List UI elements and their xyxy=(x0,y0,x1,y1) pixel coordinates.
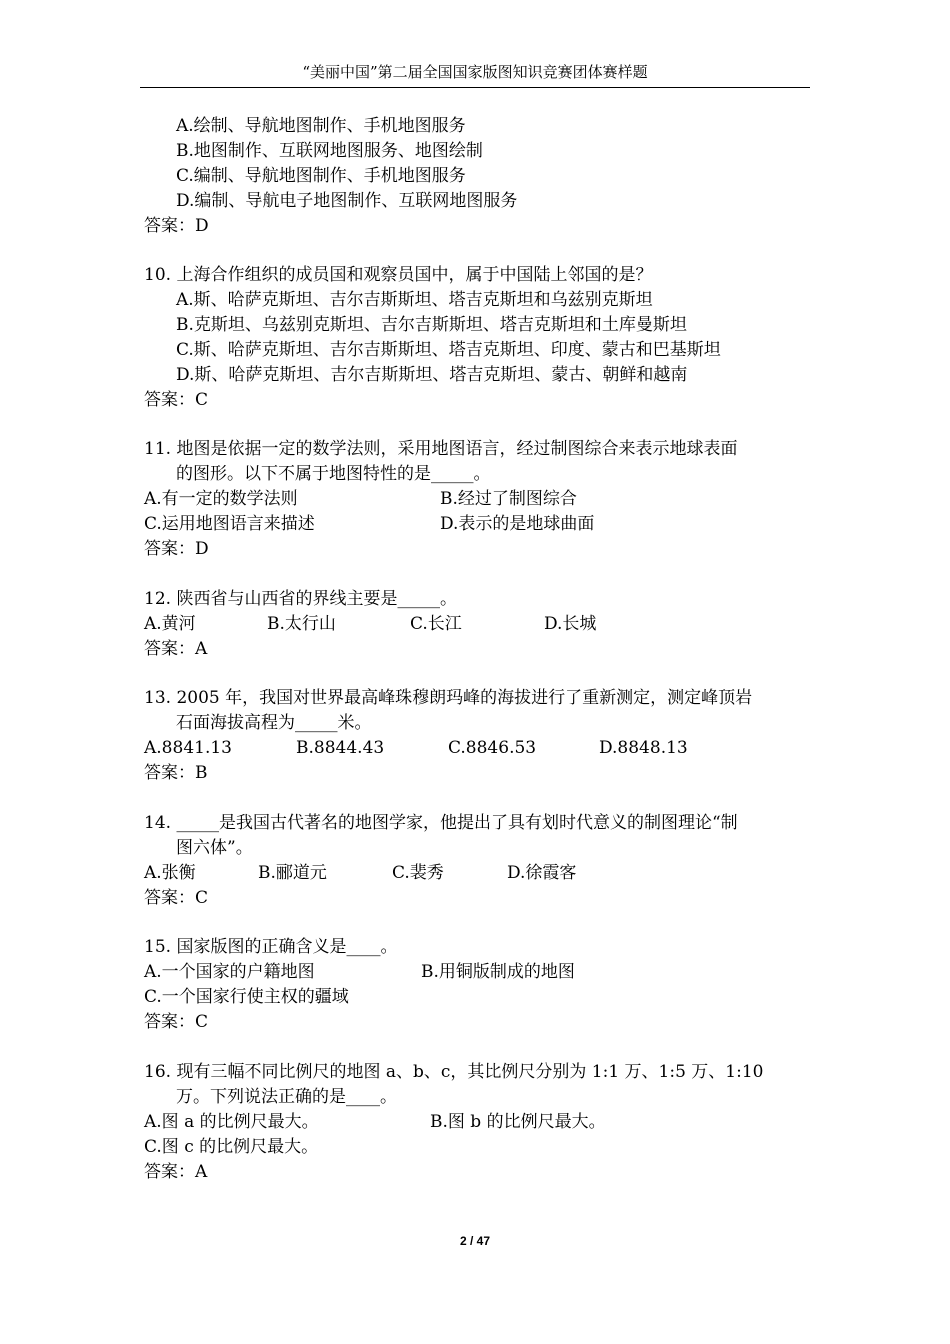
q11-option-d: D.表示的是地球曲面 xyxy=(440,514,595,534)
q16-question-cont: 万。下列说法正确的是____。 xyxy=(176,1087,397,1107)
page-number: 2 / 47 xyxy=(459,1234,491,1248)
q14-option-d: D.徐霞客 xyxy=(507,863,577,883)
q10-option-c: C.斯、哈萨克斯坦、吉尔吉斯斯坦、塔吉克斯坦、印度、蒙古和巴基斯坦 xyxy=(176,340,721,360)
q11-question-cont: 的图形。以下不属于地图特性的是_____。 xyxy=(176,464,491,484)
q11-answer: 答案：D xyxy=(144,539,209,559)
q15-answer: 答案：C xyxy=(144,1012,209,1032)
q13-question-cont: 石面海拔高程为_____米。 xyxy=(176,713,372,733)
q15-option-a: A.一个国家的户籍地图 xyxy=(144,962,315,982)
q13-option-c: C.8846.53 xyxy=(448,738,537,758)
q9-option-a: A.绘制、导航地图制作、手机地图服务 xyxy=(176,116,466,136)
q12-option-a: A.黄河 xyxy=(144,614,196,634)
q10-option-d: D.斯、哈萨克斯坦、吉尔吉斯斯坦、塔吉克斯坦、蒙古、朝鲜和越南 xyxy=(176,365,688,385)
q13-question: 13. 2005 年，我国对世界最高峰珠穆朗玛峰的海拔进行了重新测定，测定峰顶岩 xyxy=(144,688,753,708)
q14-question-cont: 图六体”。 xyxy=(176,838,253,858)
q12-question: 12. 陕西省与山西省的界线主要是_____。 xyxy=(144,589,457,609)
q13-option-b: B.8844.43 xyxy=(296,738,385,758)
q9-option-b: B.地图制作、互联网地图服务、地图绘制 xyxy=(176,141,483,161)
q13-option-a: A.8841.13 xyxy=(144,738,232,758)
q12-option-c: C.长江 xyxy=(410,614,462,634)
q12-option-b: B.太行山 xyxy=(267,614,336,634)
q11-question: 11. 地图是依据一定的数学法则，采用地图语言，经过制图综合来表示地球表面 xyxy=(144,439,738,459)
q13-answer: 答案：B xyxy=(144,763,208,783)
page-header-title: “美丽中国”第二届全国国家版图知识竞赛团体赛样题 xyxy=(302,63,648,81)
q11-option-a: A.有一定的数学法则 xyxy=(144,489,298,509)
q9-answer: 答案：D xyxy=(144,216,209,236)
q9-option-c: C.编制、导航地图制作、手机地图服务 xyxy=(176,166,466,186)
q14-option-c: C.裴秀 xyxy=(392,863,444,883)
q15-option-c: C.一个国家行使主权的疆域 xyxy=(144,987,349,1007)
q10-answer: 答案：C xyxy=(144,390,209,410)
q11-option-c: C.运用地图语言来描述 xyxy=(144,514,315,534)
q14-option-b: B.郦道元 xyxy=(258,863,327,883)
q15-option-b: B.用铜版制成的地图 xyxy=(421,962,575,982)
q12-answer: 答案：A xyxy=(144,639,208,659)
q14-answer: 答案：C xyxy=(144,888,209,908)
q12-option-d: D.长城 xyxy=(544,614,597,634)
q9-option-d: D.编制、导航电子地图制作、互联网地图服务 xyxy=(176,191,518,211)
q14-question: 14. _____是我国古代著名的地图学家，他提出了具有划时代意义的制图理论“制 xyxy=(144,813,738,833)
q15-question: 15. 国家版图的正确含义是____。 xyxy=(144,937,398,957)
header-divider xyxy=(140,87,810,88)
q10-option-a: A.斯、哈萨克斯坦、吉尔吉斯斯坦、塔吉克斯坦和乌兹别克斯坦 xyxy=(176,290,653,310)
q16-option-c: C.图 c 的比例尺最大。 xyxy=(144,1137,319,1157)
q14-option-a: A.张衡 xyxy=(144,863,196,883)
q10-option-b: B.克斯坦、乌兹别克斯坦、吉尔吉斯斯坦、塔吉克斯坦和土库曼斯坦 xyxy=(176,315,687,335)
q16-option-b: B.图 b 的比例尺最大。 xyxy=(430,1112,606,1132)
q16-question: 16. 现有三幅不同比例尺的地图 a、b、c，其比例尺分别为 1:1 万、1:5 万、1:10 xyxy=(144,1062,764,1082)
q16-answer: 答案：A xyxy=(144,1162,208,1182)
q13-option-d: D.8848.13 xyxy=(599,738,688,758)
q11-option-b: B.经过了制图综合 xyxy=(440,489,577,509)
q16-option-a: A.图 a 的比例尺最大。 xyxy=(144,1112,319,1132)
q10-question: 10. 上海合作组织的成员国和观察员国中，属于中国陆上邻国的是？ xyxy=(144,265,653,285)
